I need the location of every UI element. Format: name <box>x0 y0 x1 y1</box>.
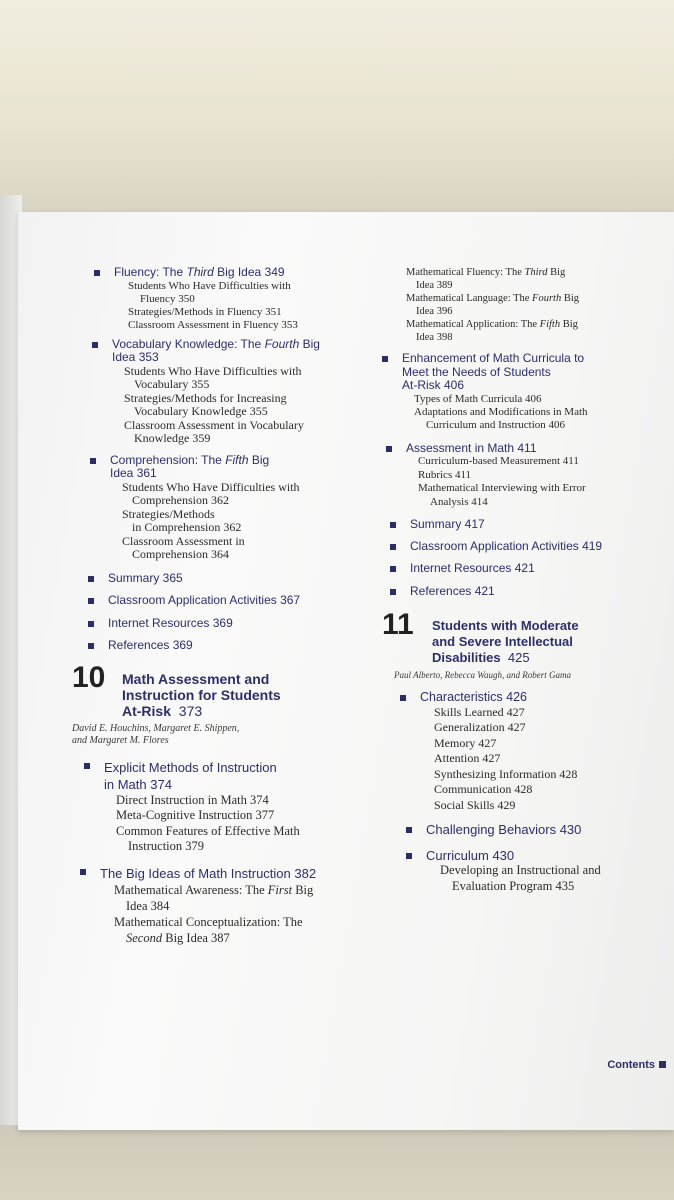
toc-section-references: References 421 <box>388 585 640 599</box>
toc-subsections: Mathematical Fluency: The Third Big Idea 389 Mathematical Language: The Fourth Big Idea 396 Mathematical Application: The Fifth Big Idea 398 <box>406 267 580 343</box>
bullet-icon <box>88 643 94 649</box>
chapter-number: 10 <box>72 660 106 694</box>
bullet-icon <box>406 827 412 833</box>
toc-section-curriculum: Curriculum 430 <box>404 849 640 863</box>
toc-section-comprehension: Comprehension: The Fifth Big Idea 361 <box>88 454 342 481</box>
toc-section-summary: Summary 365 <box>86 572 342 586</box>
toc-section-activities: Classroom Application Activities 419 <box>388 540 640 554</box>
chapter-10-heading <box>72 660 342 747</box>
chapter-authors: David E. Houchins, Margaret E. Shippen, and Margaret M. Flores <box>72 722 240 746</box>
chapter-title: Students with Moderate and Severe Intellectual Disabilities 425 <box>432 618 579 665</box>
toc-section-internet: Internet Resources 369 <box>86 617 342 631</box>
toc-section-enhancement: Enhancement of Math Curricula to Meet the Needs of Students At-Risk 406 <box>380 352 640 393</box>
bullet-icon <box>94 270 100 276</box>
bullet-icon <box>84 763 90 769</box>
bullet-icon <box>406 853 412 859</box>
toc-section-vocabulary: Vocabulary Knowledge: The Fourth Big Idea 353 <box>90 338 342 365</box>
bullet-icon <box>92 342 98 348</box>
square-icon <box>659 1061 666 1068</box>
page-footer: Contents <box>607 1059 666 1071</box>
bullet-icon <box>390 522 396 528</box>
toc-subsections: Mathematical Awareness: The First Big Idea 384 Mathematical Conceptualization: The Second Big Idea 387 <box>114 882 314 945</box>
toc-section-internet: Internet Resources 421 <box>388 562 640 576</box>
bullet-icon <box>400 695 406 701</box>
bullet-icon <box>88 598 94 604</box>
bullet-icon <box>88 576 94 582</box>
bullet-icon <box>90 458 96 464</box>
bullet-icon <box>382 356 388 362</box>
toc-subsections: Developing an Instructional and Evaluation Program 435 <box>440 863 601 893</box>
bullet-icon <box>390 544 396 550</box>
toc-right-column <box>380 266 640 894</box>
chapter-title: Math Assessment and Instruction for Students At-Risk 373 <box>122 670 281 719</box>
toc-subsections: Curriculum-based Measurement 411 Rubrics 411 Mathematical Interviewing with Error Analysis 414 <box>418 455 586 508</box>
toc-section-fluency: Fluency: The Third Big Idea 349 <box>92 266 342 280</box>
toc-subsections: Types of Math Curricula 406 Adaptations and Modifications in Math Curriculum and Instruction 406 <box>414 392 588 431</box>
toc-section-challenging-behaviors: Challenging Behaviors 430 <box>404 823 640 837</box>
toc-subsections: Students Who Have Difficulties with Comprehension 362 Strategies/Methods in Comprehension 362 Classroom Assessment in Comprehension 364 <box>122 479 300 561</box>
chapter-11-heading <box>382 608 640 681</box>
toc-subsections: Skills Learned 427 Generalization 427 Memory 427 Attention 427 Synthesizing Information 428 Communication 428 Social Skills 429 <box>434 704 578 812</box>
toc-subsections: Direct Instruction in Math 374 Meta-Cognitive Instruction 377 Common Features of Effective Math Instruction 379 <box>116 792 300 853</box>
toc-section-big-ideas: The Big Ideas of Math Instruction 382 <box>78 865 342 882</box>
desk-background-bottom <box>0 1125 674 1200</box>
toc-left-column <box>72 266 342 946</box>
chapter-authors: Paul Alberto, Rebecca Waugh, and Robert Gama <box>394 670 571 680</box>
bullet-icon <box>390 589 396 595</box>
toc-section-summary: Summary 417 <box>388 518 640 532</box>
toc-section-explicit-methods: Explicit Methods of Instruction in Math 374 <box>82 759 342 793</box>
toc-subsections: Students Who Have Difficulties with Fluency 350 Strategies/Methods in Fluency 351 Classroom Assessment in Fluency 353 <box>128 279 298 331</box>
bullet-icon <box>88 621 94 627</box>
bullet-icon <box>80 869 86 875</box>
chapter-number: 11 <box>382 608 414 641</box>
desk-background-top <box>0 0 674 215</box>
toc-subsections: Students Who Have Difficulties with Vocabulary 355 Strategies/Methods for Increasing Vocabulary Knowledge 355 Classroom Assessment in Vocabulary Knowledge 359 <box>124 363 304 445</box>
toc-section-assessment: Assessment in Math 411 <box>384 442 640 456</box>
toc-section-references: References 369 <box>86 639 342 653</box>
toc-section-activities: Classroom Application Activities 367 <box>86 594 342 608</box>
bullet-icon <box>390 566 396 572</box>
bullet-icon <box>386 446 392 452</box>
toc-section-characteristics: Characteristics 426 <box>398 691 640 705</box>
